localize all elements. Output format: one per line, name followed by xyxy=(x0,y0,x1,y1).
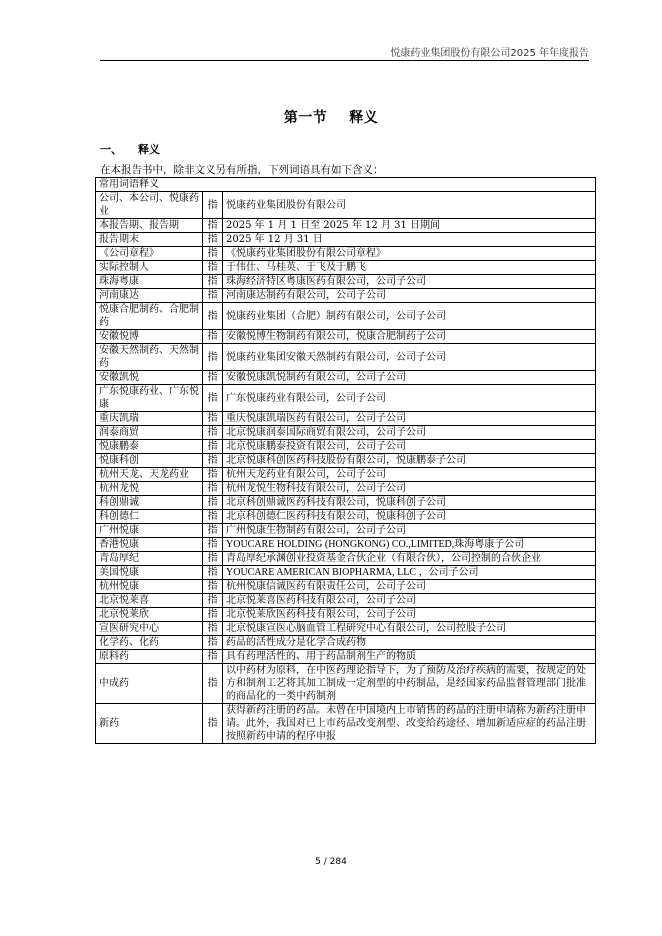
zhi-cell: 指 xyxy=(203,454,223,468)
term-cell: 美国悦康 xyxy=(96,566,203,580)
table-row xyxy=(96,192,596,219)
zhi-cell: 指 xyxy=(203,261,223,275)
zhi-cell: 指 xyxy=(203,385,223,412)
intro-text: 在本报告书中，除非文义另有所指，下列词语具有如下含义： xyxy=(100,164,384,176)
table-row xyxy=(96,524,596,538)
term-cell: 科创鼎诚 xyxy=(96,496,203,510)
term-cell: 公司、本公司、悦康药业 xyxy=(96,192,203,219)
table-row xyxy=(96,664,596,704)
zhi-cell: 指 xyxy=(203,496,223,510)
term-cell: 青岛厚纪 xyxy=(96,552,203,566)
section-name: 释义 xyxy=(349,110,379,126)
definition-cell: 安徽悦康凯悦制药有限公司，公司子公司 xyxy=(223,371,596,385)
term-cell: 《公司章程》 xyxy=(96,247,203,261)
zhi-cell: 指 xyxy=(203,371,223,385)
definition-cell: 杭州天龙药业有限公司，公司子公司 xyxy=(223,468,596,482)
table-row xyxy=(96,219,596,233)
term-cell: 杭州悦康 xyxy=(96,580,203,594)
zhi-cell: 指 xyxy=(203,524,223,538)
zhi-cell: 指 xyxy=(203,233,223,247)
zhi-cell: 指 xyxy=(203,289,223,303)
table-row xyxy=(96,289,596,303)
definition-cell: 悦康药业集团（合肥）制药有限公司，公司子公司 xyxy=(223,303,596,330)
table-category-row xyxy=(96,178,596,192)
table-row xyxy=(96,371,596,385)
definition-cell: 2025 年 1 月 1 日至 2025 年 12 月 31 日期间 xyxy=(223,219,596,233)
zhi-cell: 指 xyxy=(203,412,223,426)
term-cell: 北京悦莱欣 xyxy=(96,608,203,622)
term-cell: 润泰商贸 xyxy=(96,426,203,440)
term-cell: 悦康科创 xyxy=(96,454,203,468)
term-cell: 报告期末 xyxy=(96,233,203,247)
zhi-cell: 指 xyxy=(203,704,223,744)
definition-cell: 北京悦莱欣医药科技有限公司，公司子公司 xyxy=(223,608,596,622)
table-row xyxy=(96,344,596,371)
zhi-cell: 指 xyxy=(203,247,223,261)
definitions-table xyxy=(95,177,596,744)
table-row xyxy=(96,261,596,275)
zhi-cell: 指 xyxy=(203,636,223,650)
table-row xyxy=(96,510,596,524)
table-row xyxy=(96,566,596,580)
definition-cell: 以中药材为原料，在中医药理论指导下，为了预防及治疗疾病的需要，按规定的处方和制剂工艺将其加工制成一定剂型的中药制品，是经国家药品监督管理部门批准的商品化的一类中药制剂 xyxy=(223,664,596,704)
zhi-cell: 指 xyxy=(203,426,223,440)
table-row xyxy=(96,412,596,426)
table-row xyxy=(96,247,596,261)
definition-cell: 北京悦康科创医药科技股份有限公司，悦康鹏泰子公司 xyxy=(223,454,596,468)
zhi-cell: 指 xyxy=(203,552,223,566)
zhi-cell: 指 xyxy=(203,468,223,482)
definition-cell: 杭州龙悦生物科技有限公司，公司子公司 xyxy=(223,482,596,496)
section-number: 第一节 xyxy=(283,110,328,126)
table-row xyxy=(96,636,596,650)
zhi-cell: 指 xyxy=(203,303,223,330)
definition-cell: 药品的活性成分是化学合成药物 xyxy=(223,636,596,650)
term-cell: 新药 xyxy=(96,704,203,744)
table-row xyxy=(96,538,596,552)
term-cell: 悦康鹏泰 xyxy=(96,440,203,454)
page-number: 5 / 284 xyxy=(315,857,347,867)
definition-cell: 2025 年 12 月 31 日 xyxy=(223,233,596,247)
zhi-cell: 指 xyxy=(203,538,223,552)
definition-cell: 珠海经济特区粤康医药有限公司，公司子公司 xyxy=(223,275,596,289)
term-cell: 实际控制人 xyxy=(96,261,203,275)
table-row xyxy=(96,704,596,744)
table-row xyxy=(96,468,596,482)
zhi-cell: 指 xyxy=(203,510,223,524)
definition-cell: 北京悦莱喜医药科技有限公司，公司子公司 xyxy=(223,594,596,608)
page-header: 悦康药业集团股份有限公司2025 年年度报告 xyxy=(390,48,589,59)
table-row xyxy=(96,426,596,440)
definition-cell: 北京科创鼎诚医药科技有限公司，悦康科创子公司 xyxy=(223,496,596,510)
term-cell: 北京悦莱喜 xyxy=(96,594,203,608)
definition-cell: 杭州悦康信诚医药有限责任公司，公司子公司 xyxy=(223,580,596,594)
term-cell: 本报告期、报告期 xyxy=(96,219,203,233)
definition-cell: 河南康达制药有限公司，公司子公司 xyxy=(223,289,596,303)
term-cell: 安徽悦博 xyxy=(96,330,203,344)
zhi-cell: 指 xyxy=(203,566,223,580)
table-row xyxy=(96,454,596,468)
subheading-number: 一、 xyxy=(100,143,122,156)
term-cell: 宣医研究中心 xyxy=(96,622,203,636)
subheading-title: 释义 xyxy=(138,143,160,156)
zhi-cell: 指 xyxy=(203,192,223,219)
term-cell: 化学药、化药 xyxy=(96,636,203,650)
term-cell: 广州悦康 xyxy=(96,524,203,538)
table-row xyxy=(96,552,596,566)
zhi-cell: 指 xyxy=(203,622,223,636)
table-row xyxy=(96,303,596,330)
term-cell: 杭州天龙、天龙药业 xyxy=(96,468,203,482)
definition-cell: 广东悦康药业有限公司，公司子公司 xyxy=(223,385,596,412)
term-cell: 中成药 xyxy=(96,664,203,704)
zhi-cell: 指 xyxy=(203,219,223,233)
definition-cell: 广州悦康生物制药有限公司，公司子公司 xyxy=(223,524,596,538)
table-category: 常用词语释义 xyxy=(96,178,596,192)
table-row xyxy=(96,482,596,496)
definition-cell: 于伟仕、马桂英、于飞及于鹏飞 xyxy=(223,261,596,275)
table-row xyxy=(96,275,596,289)
definition-cell: 北京悦康鹏泰投资有限公司，公司子公司 xyxy=(223,440,596,454)
term-cell: 广东悦康药业、广东悦康 xyxy=(96,385,203,412)
table-row xyxy=(96,580,596,594)
definition-cell: 青岛厚纪承渊创业投资基金合伙企业（有限合伙），公司控制的合伙企业 xyxy=(223,552,596,566)
definition-cell: 北京科创德仁医药科技有限公司，悦康科创子公司 xyxy=(223,510,596,524)
header-rule xyxy=(100,60,589,61)
term-cell: 科创德仁 xyxy=(96,510,203,524)
table-row xyxy=(96,608,596,622)
term-cell: 原料药 xyxy=(96,650,203,664)
term-cell: 安徽凯悦 xyxy=(96,371,203,385)
zhi-cell: 指 xyxy=(203,594,223,608)
term-cell: 安徽天然制药、天然制药 xyxy=(96,344,203,371)
subheading xyxy=(100,141,160,157)
table-row xyxy=(96,622,596,636)
definition-cell: YOUCARE HOLDING (HONGKONG) CO.,LIMITED,珠海粤康子公司 xyxy=(223,538,596,552)
section-title xyxy=(0,107,662,127)
definition-cell: YOUCARE AMERICAN BIOPHARMA, LLC ，公司子公司 xyxy=(223,566,596,580)
definition-cell: 北京悦康润泰国际商贸有限公司，公司子公司 xyxy=(223,426,596,440)
zhi-cell: 指 xyxy=(203,440,223,454)
definition-cell: 安徽悦博生物制药有限公司，悦康合肥制药子公司 xyxy=(223,330,596,344)
table-row xyxy=(96,650,596,664)
zhi-cell: 指 xyxy=(203,482,223,496)
table-row xyxy=(96,594,596,608)
term-cell: 香港悦康 xyxy=(96,538,203,552)
term-cell: 杭州龙悦 xyxy=(96,482,203,496)
zhi-cell: 指 xyxy=(203,650,223,664)
term-cell: 河南康达 xyxy=(96,289,203,303)
definition-cell: 具有药理活性的、用于药品制剂生产的物质 xyxy=(223,650,596,664)
table-row xyxy=(96,496,596,510)
term-cell: 珠海粤康 xyxy=(96,275,203,289)
table-row xyxy=(96,233,596,247)
table-row xyxy=(96,330,596,344)
zhi-cell: 指 xyxy=(203,608,223,622)
definition-cell: 《悦康药业集团股份有限公司章程》 xyxy=(223,247,596,261)
term-cell: 悦康合肥制药、合肥制药 xyxy=(96,303,203,330)
zhi-cell: 指 xyxy=(203,330,223,344)
table-row xyxy=(96,440,596,454)
zhi-cell: 指 xyxy=(203,580,223,594)
zhi-cell: 指 xyxy=(203,344,223,371)
definition-cell: 悦康药业集团股份有限公司 xyxy=(223,192,596,219)
definition-cell: 北京悦康宣医心脑血管工程研究中心有限公司，公司控股子公司 xyxy=(223,622,596,636)
table-row xyxy=(96,385,596,412)
definition-cell: 获得新药注册的药品。未曾在中国境内上市销售的药品的注册申请称为新药注册申请。此外，我国对已上市药品改变剂型、改变给药途径、增加新适应症的药品注册按照新药申请的程序申报 xyxy=(223,704,596,744)
term-cell: 重庆凯瑞 xyxy=(96,412,203,426)
definition-cell: 重庆悦康凯瑞医药有限公司，公司子公司 xyxy=(223,412,596,426)
zhi-cell: 指 xyxy=(203,275,223,289)
zhi-cell: 指 xyxy=(203,664,223,704)
definition-cell: 悦康药业集团安徽天然制药有限公司，公司子公司 xyxy=(223,344,596,371)
